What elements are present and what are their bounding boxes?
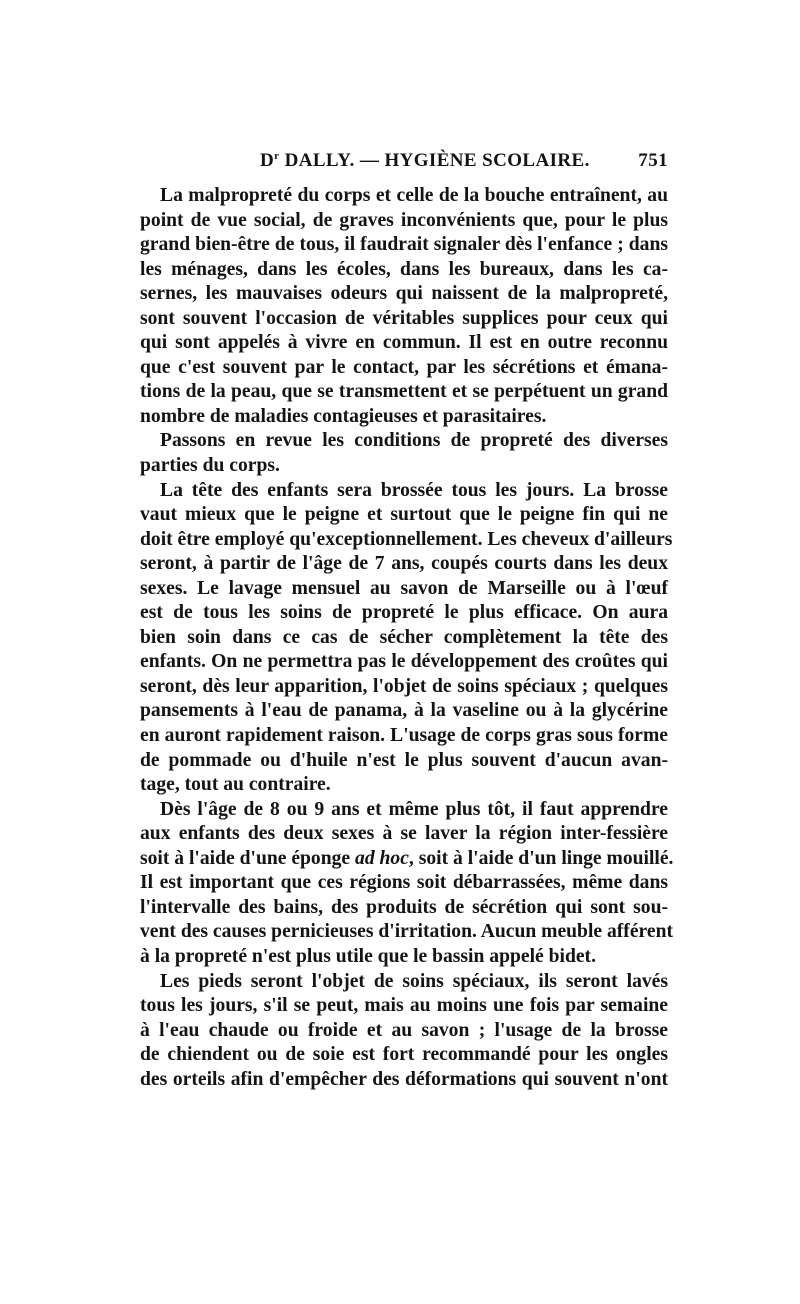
text-line: doit être employé qu'exceptionnellement. Les cheveux d'ailleurs: [140, 528, 673, 550]
italic-phrase: ad hoc: [355, 847, 409, 869]
text-line: sernes, les mauvaises odeurs qui naissent de la malpropreté,: [140, 283, 668, 305]
text-line: vaut mieux que le peigne et surtout que le peigne fin qui ne: [140, 504, 668, 526]
text-line: parties du corps.: [140, 455, 280, 477]
text-line: Dès l'âge de 8 ou 9 ans et même plus tôt, il faut apprendre: [160, 798, 668, 820]
text-line: bien soin dans ce cas de sécher complètement la tête des: [140, 626, 668, 648]
text-line: grand bien-être de tous, il faudrait signaler dès l'enfance ; dans: [140, 234, 668, 256]
text-line: La tête des enfants sera brossée tous les jours. La brosse: [160, 479, 668, 501]
text-line: tions de la peau, que se transmettent et se perpétuent un grand: [140, 381, 668, 403]
text-line: tage, tout au contraire.: [140, 774, 331, 796]
paragraph: [140, 970, 668, 1093]
text-line: nombre de maladies contagieuses et parasitaires.: [140, 405, 547, 427]
text-line: des orteils afin d'empêcher des déformations qui souvent n'ont: [140, 1068, 668, 1090]
text-line: La malpropreté du corps et celle de la bouche entraînent, au: [160, 185, 668, 206]
text-line-with-italic: soit à l'aide d'une éponge ad hoc, soit à l'aide d'un linge mouillé.: [140, 847, 674, 869]
text-line: qui sont appelés à vivre en commun. Il est en outre reconnu: [140, 332, 668, 354]
text-line: tous les jours, s'il se peut, mais au moins une fois par semaine: [140, 995, 668, 1017]
running-title: $D^r$ DALLY. — HYGIÈNE SCOLAIRE.: [260, 150, 590, 171]
text-line: de chiendent ou de soie est fort recommandé pour les ongles: [140, 1044, 668, 1066]
text-line: seront, à partir de l'âge de 7 ans, coupés courts dans les deux: [140, 553, 668, 575]
text-line: Passons en revue les conditions de propreté des diverses: [160, 430, 668, 452]
paragraph: [140, 184, 668, 429]
running-header: [140, 150, 668, 180]
text-line: à l'eau chaude ou froide et au savon ; l'usage de la brosse: [140, 1019, 668, 1041]
text-line: sont souvent l'occasion de véritables supplices pour ceux qui: [140, 307, 668, 329]
text-line: est de tous les soins de propreté le plus efficace. On aura: [140, 602, 668, 624]
paragraph: [140, 479, 673, 798]
body-text: [140, 184, 674, 1092]
text-line: point de vue social, de graves inconvénients que, pour le plus: [140, 209, 668, 231]
text-line: que c'est souvent par le contact, par les sécrétions et émana-: [140, 356, 668, 378]
text-line: vent des causes pernicieuses d'irritation. Aucun meuble afférent: [140, 921, 673, 943]
text-line: enfants. On ne permettra pas le développement des croûtes qui: [140, 651, 668, 673]
page-number: 751: [638, 150, 668, 171]
text-line: en auront rapidement raison. L'usage de corps gras sous forme: [140, 725, 668, 747]
text-line: Les pieds seront l'objet de soins spéciaux, ils seront lavés: [160, 970, 668, 992]
paragraph: [140, 798, 674, 970]
text-line: l'intervalle des bains, des produits de sécrétion qui sont sou-: [140, 896, 668, 918]
text-line: seront, dès leur apparition, l'objet de soins spéciaux ; quelques: [140, 675, 668, 697]
text-line: pansements à l'eau de panama, à la vaseline ou à la glycérine: [140, 700, 668, 722]
text-line: à la propreté n'est plus utile que le bassin appelé bidet.: [140, 945, 596, 967]
paragraph: [140, 429, 668, 478]
text-line: les ménages, dans les écoles, dans les bureaux, dans les ca-: [140, 258, 668, 280]
text-line: de pommade ou d'huile n'est le plus souvent d'aucun avan-: [140, 749, 668, 771]
text-line: aux enfants des deux sexes à se laver la région inter-fessière: [140, 823, 668, 845]
text-line: Il est important que ces régions soit débarrassées, même dans: [140, 872, 668, 894]
text-line: sexes. Le lavage mensuel au savon de Marseille ou à l'œuf: [140, 577, 668, 599]
